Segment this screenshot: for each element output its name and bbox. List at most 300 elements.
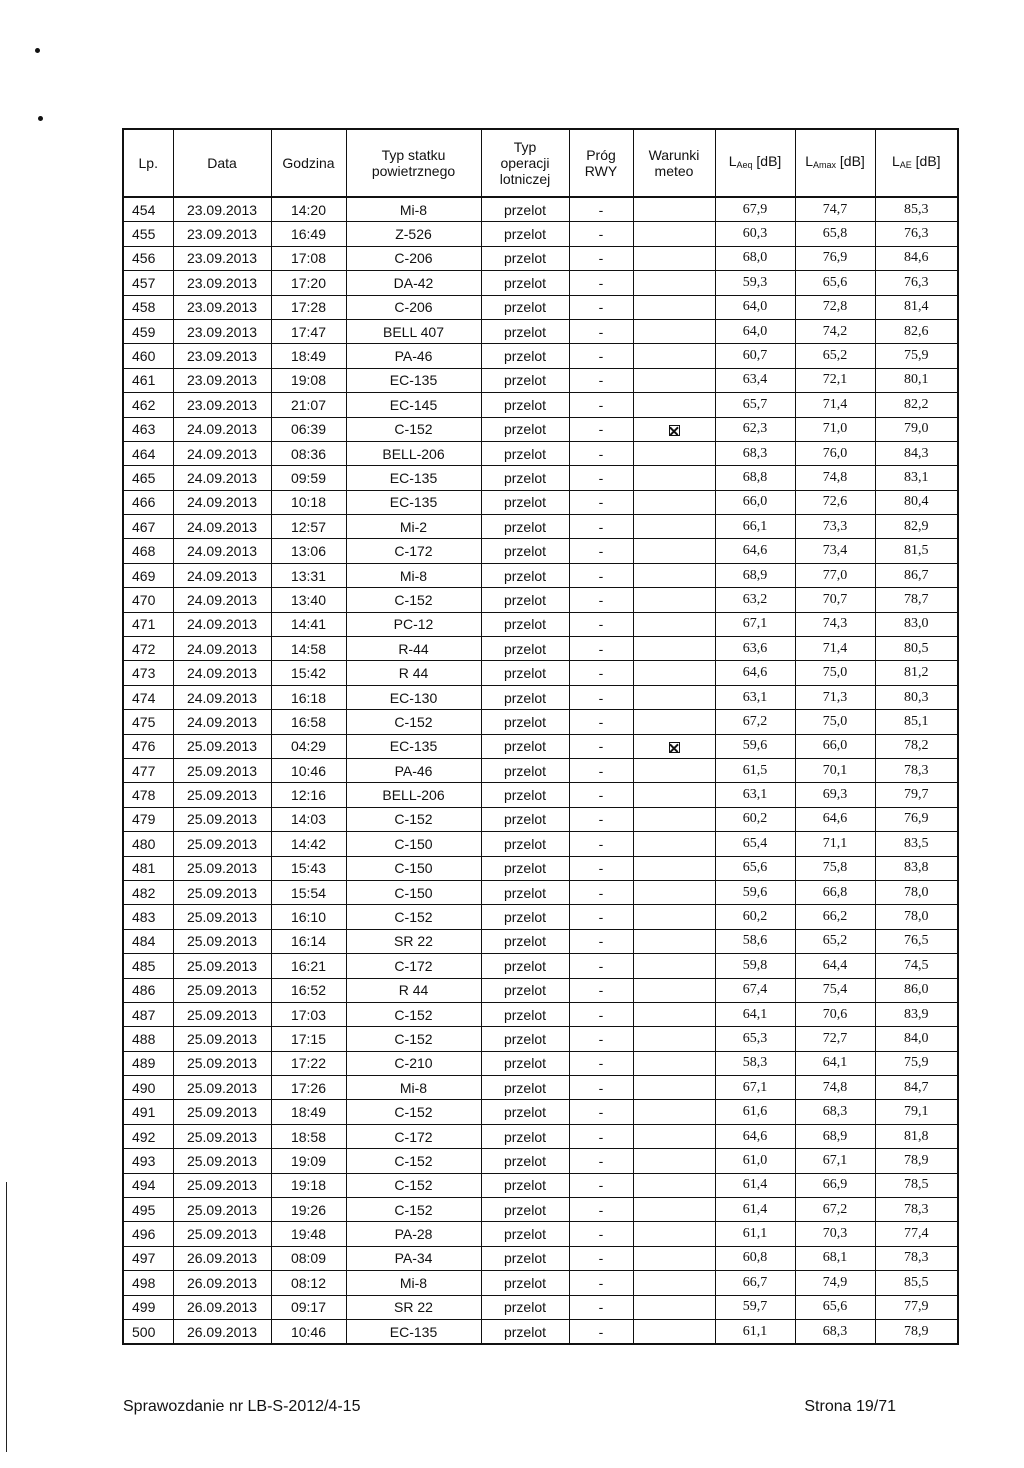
cell-warunki-meteo: [633, 1149, 715, 1173]
cell-lamax: 64,6: [795, 807, 875, 831]
cell-typ-operacji: przelot: [481, 1149, 569, 1173]
cell-typ-operacji: przelot: [481, 1271, 569, 1295]
cell-typ-statku: C-152: [346, 417, 481, 441]
cell-lae: 76,5: [875, 929, 958, 953]
cell-warunki-meteo: [633, 417, 715, 441]
cell-prog-rwy: -: [569, 563, 633, 587]
cell-lae: 75,9: [875, 344, 958, 368]
cell-godzina: 04:29: [271, 734, 346, 758]
cell-typ-statku: EC-135: [346, 490, 481, 514]
cell-lae: 86,0: [875, 978, 958, 1002]
cell-laeq: 64,6: [715, 1124, 795, 1148]
cell-godzina: 17:15: [271, 1027, 346, 1051]
cell-typ-statku: EC-135: [346, 1319, 481, 1344]
table-row: [123, 856, 958, 880]
cell-typ-operacji: przelot: [481, 661, 569, 685]
cell-laeq: 61,1: [715, 1319, 795, 1344]
cell-typ-statku: C-152: [346, 905, 481, 929]
header-data: Data: [173, 129, 271, 197]
cell-godzina: 16:18: [271, 685, 346, 709]
cell-lp: 478: [123, 783, 173, 807]
table-row: [123, 490, 958, 514]
cell-lamax: 74,8: [795, 1076, 875, 1100]
cell-warunki-meteo: [633, 685, 715, 709]
cell-lae: 78,0: [875, 880, 958, 904]
cell-typ-statku: Mi-8: [346, 1271, 481, 1295]
cell-prog-rwy: -: [569, 515, 633, 539]
cell-lp: 500: [123, 1319, 173, 1344]
cell-warunki-meteo: [633, 466, 715, 490]
cell-lamax: 64,4: [795, 954, 875, 978]
cell-godzina: 19:08: [271, 368, 346, 392]
cell-typ-statku: C-152: [346, 588, 481, 612]
cell-typ-statku: C-152: [346, 1002, 481, 1026]
cell-typ-statku: PA-28: [346, 1222, 481, 1246]
cell-typ-statku: R-44: [346, 637, 481, 661]
cell-prog-rwy: -: [569, 1246, 633, 1270]
cell-lp: 457: [123, 271, 173, 295]
cell-lp: 497: [123, 1246, 173, 1270]
cell-prog-rwy: -: [569, 295, 633, 319]
table-row: [123, 1051, 958, 1075]
cell-typ-operacji: przelot: [481, 1051, 569, 1075]
cell-data: 24.09.2013: [173, 466, 271, 490]
cell-lae: 85,5: [875, 1271, 958, 1295]
cell-laeq: 65,4: [715, 832, 795, 856]
cell-lp: 489: [123, 1051, 173, 1075]
cell-typ-statku: BELL-206: [346, 783, 481, 807]
cell-typ-operacji: przelot: [481, 929, 569, 953]
cell-data: 24.09.2013: [173, 417, 271, 441]
cell-lae: 83,5: [875, 832, 958, 856]
cell-godzina: 10:46: [271, 758, 346, 782]
cell-lamax: 71,4: [795, 393, 875, 417]
table-row: [123, 197, 958, 222]
table-row: [123, 271, 958, 295]
cell-lamax: 71,1: [795, 832, 875, 856]
cell-warunki-meteo: [633, 783, 715, 807]
cell-warunki-meteo: [633, 1076, 715, 1100]
cell-lae: 81,4: [875, 295, 958, 319]
cell-lamax: 68,1: [795, 1246, 875, 1270]
cell-typ-statku: C-150: [346, 832, 481, 856]
cell-typ-operacji: przelot: [481, 441, 569, 465]
cell-lamax: 72,8: [795, 295, 875, 319]
cell-typ-operacji: przelot: [481, 417, 569, 441]
cell-typ-operacji: przelot: [481, 1027, 569, 1051]
cell-laeq: 60,3: [715, 222, 795, 246]
cell-prog-rwy: -: [569, 807, 633, 831]
cell-godzina: 18:49: [271, 344, 346, 368]
cell-lamax: 68,3: [795, 1100, 875, 1124]
cell-typ-operacji: przelot: [481, 978, 569, 1002]
cell-prog-rwy: -: [569, 539, 633, 563]
cell-lae: 78,3: [875, 1198, 958, 1222]
page-number: Strona 19/71: [804, 1398, 896, 1415]
cell-lp: 476: [123, 734, 173, 758]
cell-laeq: 63,1: [715, 685, 795, 709]
cell-typ-operacji: przelot: [481, 368, 569, 392]
cell-lp: 482: [123, 880, 173, 904]
cell-lamax: 68,3: [795, 1319, 875, 1344]
table-row: [123, 319, 958, 343]
header-lp: Lp.: [123, 129, 173, 197]
cell-laeq: 68,0: [715, 246, 795, 270]
cell-godzina: 14:42: [271, 832, 346, 856]
cell-lp: 481: [123, 856, 173, 880]
cell-laeq: 64,0: [715, 319, 795, 343]
cell-typ-statku: C-206: [346, 246, 481, 270]
cell-godzina: 08:09: [271, 1246, 346, 1270]
cell-warunki-meteo: [633, 246, 715, 270]
cell-typ-statku: C-172: [346, 954, 481, 978]
cell-prog-rwy: -: [569, 393, 633, 417]
cell-lp: 475: [123, 710, 173, 734]
cell-data: 24.09.2013: [173, 637, 271, 661]
cell-lp: 485: [123, 954, 173, 978]
cell-data: 25.09.2013: [173, 783, 271, 807]
cell-laeq: 60,2: [715, 905, 795, 929]
cell-warunki-meteo: [633, 515, 715, 539]
cell-prog-rwy: -: [569, 1295, 633, 1319]
cell-typ-operacji: przelot: [481, 1100, 569, 1124]
cell-lp: 498: [123, 1271, 173, 1295]
cell-typ-statku: EC-130: [346, 685, 481, 709]
cell-prog-rwy: -: [569, 319, 633, 343]
cell-prog-rwy: -: [569, 368, 633, 392]
cell-lae: 77,9: [875, 1295, 958, 1319]
cell-data: 25.09.2013: [173, 1100, 271, 1124]
cell-typ-operacji: przelot: [481, 271, 569, 295]
cell-typ-operacji: przelot: [481, 880, 569, 904]
cell-lamax: 72,1: [795, 368, 875, 392]
header-typ-statku: Typ statku powietrznego: [346, 129, 481, 197]
cell-warunki-meteo: [633, 954, 715, 978]
cell-data: 23.09.2013: [173, 197, 271, 222]
table-row: [123, 661, 958, 685]
cell-lp: 469: [123, 563, 173, 587]
cell-laeq: 61,5: [715, 758, 795, 782]
cell-prog-rwy: -: [569, 246, 633, 270]
scan-edge-line: [6, 1182, 7, 1452]
cell-godzina: 16:10: [271, 905, 346, 929]
cell-lamax: 68,9: [795, 1124, 875, 1148]
cell-typ-statku: C-152: [346, 1100, 481, 1124]
cell-typ-operacji: przelot: [481, 222, 569, 246]
cell-typ-operacji: przelot: [481, 515, 569, 539]
cell-prog-rwy: -: [569, 1222, 633, 1246]
cell-lae: 78,2: [875, 734, 958, 758]
cell-prog-rwy: -: [569, 1173, 633, 1197]
cell-typ-operacji: przelot: [481, 612, 569, 636]
cell-lae: 75,9: [875, 1051, 958, 1075]
cell-warunki-meteo: [633, 588, 715, 612]
table-row: [123, 295, 958, 319]
cell-laeq: 67,4: [715, 978, 795, 1002]
cell-warunki-meteo: [633, 1319, 715, 1344]
cell-lae: 79,0: [875, 417, 958, 441]
cell-lae: 83,9: [875, 1002, 958, 1026]
cell-typ-statku: BELL 407: [346, 319, 481, 343]
cell-typ-statku: BELL-206: [346, 441, 481, 465]
cell-typ-statku: DA-42: [346, 271, 481, 295]
cell-prog-rwy: -: [569, 978, 633, 1002]
cell-typ-statku: Mi-8: [346, 197, 481, 222]
cell-typ-operacji: przelot: [481, 1173, 569, 1197]
cell-lp: 483: [123, 905, 173, 929]
cell-lae: 86,7: [875, 563, 958, 587]
cell-data: 24.09.2013: [173, 685, 271, 709]
cell-prog-rwy: -: [569, 588, 633, 612]
cell-data: 25.09.2013: [173, 1002, 271, 1026]
cell-lamax: 74,3: [795, 612, 875, 636]
cell-godzina: 17:22: [271, 1051, 346, 1075]
cell-warunki-meteo: [633, 539, 715, 563]
cell-godzina: 15:43: [271, 856, 346, 880]
cell-data: 24.09.2013: [173, 612, 271, 636]
cell-typ-operacji: przelot: [481, 783, 569, 807]
cell-lae: 78,5: [875, 1173, 958, 1197]
cell-warunki-meteo: [633, 758, 715, 782]
cell-laeq: 60,8: [715, 1246, 795, 1270]
cell-lp: 490: [123, 1076, 173, 1100]
cell-lp: 491: [123, 1100, 173, 1124]
cell-typ-statku: C-150: [346, 856, 481, 880]
cell-warunki-meteo: [633, 393, 715, 417]
cell-typ-statku: PA-34: [346, 1246, 481, 1270]
cell-data: 25.09.2013: [173, 905, 271, 929]
cell-laeq: 68,8: [715, 466, 795, 490]
cell-lamax: 65,2: [795, 929, 875, 953]
cell-prog-rwy: -: [569, 271, 633, 295]
header-godzina: Godzina: [271, 129, 346, 197]
cell-lae: 76,3: [875, 271, 958, 295]
cell-typ-operacji: przelot: [481, 710, 569, 734]
cell-laeq: 58,3: [715, 1051, 795, 1075]
cell-data: 25.09.2013: [173, 929, 271, 953]
cell-godzina: 16:21: [271, 954, 346, 978]
cell-prog-rwy: -: [569, 490, 633, 514]
cell-typ-statku: PC-12: [346, 612, 481, 636]
cell-typ-operacji: przelot: [481, 466, 569, 490]
cell-lae: 84,6: [875, 246, 958, 270]
bullet-dot-icon: [38, 116, 43, 121]
cell-lamax: 72,6: [795, 490, 875, 514]
cell-typ-statku: C-150: [346, 880, 481, 904]
cell-godzina: 19:18: [271, 1173, 346, 1197]
cell-typ-operacji: przelot: [481, 1319, 569, 1344]
table-row: [123, 880, 958, 904]
cell-warunki-meteo: [633, 319, 715, 343]
cell-lamax: 71,0: [795, 417, 875, 441]
cell-lamax: 72,7: [795, 1027, 875, 1051]
cell-laeq: 60,2: [715, 807, 795, 831]
cell-prog-rwy: -: [569, 783, 633, 807]
cell-godzina: 13:06: [271, 539, 346, 563]
cell-typ-statku: C-172: [346, 539, 481, 563]
cell-laeq: 64,0: [715, 295, 795, 319]
cell-typ-statku: C-152: [346, 1027, 481, 1051]
cell-typ-operacji: przelot: [481, 319, 569, 343]
cell-laeq: 68,9: [715, 563, 795, 587]
cell-typ-operacji: przelot: [481, 856, 569, 880]
table-row: [123, 246, 958, 270]
cell-lae: 84,7: [875, 1076, 958, 1100]
cell-typ-statku: C-152: [346, 807, 481, 831]
cell-laeq: 63,1: [715, 783, 795, 807]
cell-typ-statku: Mi-2: [346, 515, 481, 539]
cell-lae: 78,7: [875, 588, 958, 612]
cell-data: 24.09.2013: [173, 515, 271, 539]
cell-typ-operacji: przelot: [481, 344, 569, 368]
header-lamax: $L_{Amax}$ [dB]: [795, 129, 875, 197]
cell-lamax: 71,4: [795, 637, 875, 661]
cell-lamax: 66,9: [795, 1173, 875, 1197]
cell-godzina: 06:39: [271, 417, 346, 441]
table-row: [123, 1149, 958, 1173]
cell-lp: 493: [123, 1149, 173, 1173]
table-row: [123, 710, 958, 734]
cell-lp: 488: [123, 1027, 173, 1051]
cell-warunki-meteo: [633, 1002, 715, 1026]
cell-lamax: 70,6: [795, 1002, 875, 1026]
table-row: [123, 1173, 958, 1197]
cell-godzina: 10:46: [271, 1319, 346, 1344]
header-typ-operacji: Typ operacji lotniczej: [481, 129, 569, 197]
cell-warunki-meteo: [633, 295, 715, 319]
cell-lae: 85,1: [875, 710, 958, 734]
cell-lp: 455: [123, 222, 173, 246]
cell-lamax: 74,2: [795, 319, 875, 343]
cell-lae: 85,3: [875, 197, 958, 222]
cell-typ-operacji: przelot: [481, 807, 569, 831]
report-number: Sprawozdanie nr LB-S-2012/4-15: [123, 1398, 361, 1415]
cell-lae: 82,9: [875, 515, 958, 539]
cell-lp: 454: [123, 197, 173, 222]
cell-lae: 78,9: [875, 1319, 958, 1344]
table-row: [123, 1076, 958, 1100]
cell-warunki-meteo: [633, 344, 715, 368]
cell-lp: 472: [123, 637, 173, 661]
cell-prog-rwy: -: [569, 197, 633, 222]
cell-data: 25.09.2013: [173, 807, 271, 831]
cell-lamax: 70,7: [795, 588, 875, 612]
cell-data: 26.09.2013: [173, 1246, 271, 1270]
cell-prog-rwy: -: [569, 344, 633, 368]
cell-warunki-meteo: [633, 807, 715, 831]
cell-lp: 499: [123, 1295, 173, 1319]
cell-laeq: 65,7: [715, 393, 795, 417]
cell-lamax: 76,0: [795, 441, 875, 465]
cell-lamax: 73,4: [795, 539, 875, 563]
table-row: [123, 905, 958, 929]
cell-warunki-meteo: [633, 1027, 715, 1051]
cell-lp: 468: [123, 539, 173, 563]
cell-laeq: 59,3: [715, 271, 795, 295]
cell-warunki-meteo: [633, 1198, 715, 1222]
cell-prog-rwy: -: [569, 1124, 633, 1148]
cell-lae: 80,4: [875, 490, 958, 514]
cell-lamax: 65,2: [795, 344, 875, 368]
cell-laeq: 59,8: [715, 954, 795, 978]
cell-lp: 492: [123, 1124, 173, 1148]
cell-typ-statku: PA-46: [346, 344, 481, 368]
table-row: [123, 588, 958, 612]
cell-lp: 456: [123, 246, 173, 270]
cell-typ-operacji: przelot: [481, 905, 569, 929]
cell-lp: 464: [123, 441, 173, 465]
cell-godzina: 18:58: [271, 1124, 346, 1148]
cell-data: 25.09.2013: [173, 1198, 271, 1222]
table-row: [123, 1246, 958, 1270]
cell-laeq: 59,6: [715, 734, 795, 758]
cell-prog-rwy: -: [569, 612, 633, 636]
cell-lp: 477: [123, 758, 173, 782]
cell-godzina: 14:20: [271, 197, 346, 222]
cell-laeq: 59,6: [715, 880, 795, 904]
cell-godzina: 19:09: [271, 1149, 346, 1173]
cell-godzina: 08:12: [271, 1271, 346, 1295]
table-row: [123, 368, 958, 392]
cell-lamax: 74,9: [795, 1271, 875, 1295]
cell-lae: 76,3: [875, 222, 958, 246]
cell-prog-rwy: -: [569, 880, 633, 904]
cell-lp: 461: [123, 368, 173, 392]
table-row: [123, 1124, 958, 1148]
cell-lp: 494: [123, 1173, 173, 1197]
cell-lamax: 75,4: [795, 978, 875, 1002]
cell-data: 25.09.2013: [173, 1076, 271, 1100]
header-warunki-meteo: Warunki meteo: [633, 129, 715, 197]
cell-lamax: 65,6: [795, 1295, 875, 1319]
cell-prog-rwy: -: [569, 685, 633, 709]
cell-godzina: 12:57: [271, 515, 346, 539]
table-row: [123, 685, 958, 709]
cell-data: 25.09.2013: [173, 1173, 271, 1197]
cell-lamax: 75,8: [795, 856, 875, 880]
cell-data: 25.09.2013: [173, 1222, 271, 1246]
cell-lae: 82,6: [875, 319, 958, 343]
cell-godzina: 13:31: [271, 563, 346, 587]
cell-lae: 78,3: [875, 758, 958, 782]
cell-laeq: 67,9: [715, 197, 795, 222]
cell-lae: 81,5: [875, 539, 958, 563]
table-row: [123, 807, 958, 831]
cell-prog-rwy: -: [569, 637, 633, 661]
cell-prog-rwy: -: [569, 466, 633, 490]
cell-lp: 484: [123, 929, 173, 953]
cell-godzina: 16:58: [271, 710, 346, 734]
cell-godzina: 13:40: [271, 588, 346, 612]
cell-lp: 463: [123, 417, 173, 441]
cell-typ-operacji: przelot: [481, 563, 569, 587]
table-row: [123, 1319, 958, 1344]
cell-lp: 465: [123, 466, 173, 490]
table-row: [123, 978, 958, 1002]
cell-typ-operacji: przelot: [481, 954, 569, 978]
cell-warunki-meteo: [633, 978, 715, 1002]
cell-prog-rwy: -: [569, 1100, 633, 1124]
cell-godzina: 09:17: [271, 1295, 346, 1319]
cell-typ-operacji: przelot: [481, 490, 569, 514]
cell-warunki-meteo: [633, 1271, 715, 1295]
cell-lp: 473: [123, 661, 173, 685]
cell-data: 26.09.2013: [173, 1295, 271, 1319]
cell-laeq: 59,7: [715, 1295, 795, 1319]
cell-lae: 77,4: [875, 1222, 958, 1246]
cell-warunki-meteo: [633, 832, 715, 856]
cell-data: 25.09.2013: [173, 1027, 271, 1051]
